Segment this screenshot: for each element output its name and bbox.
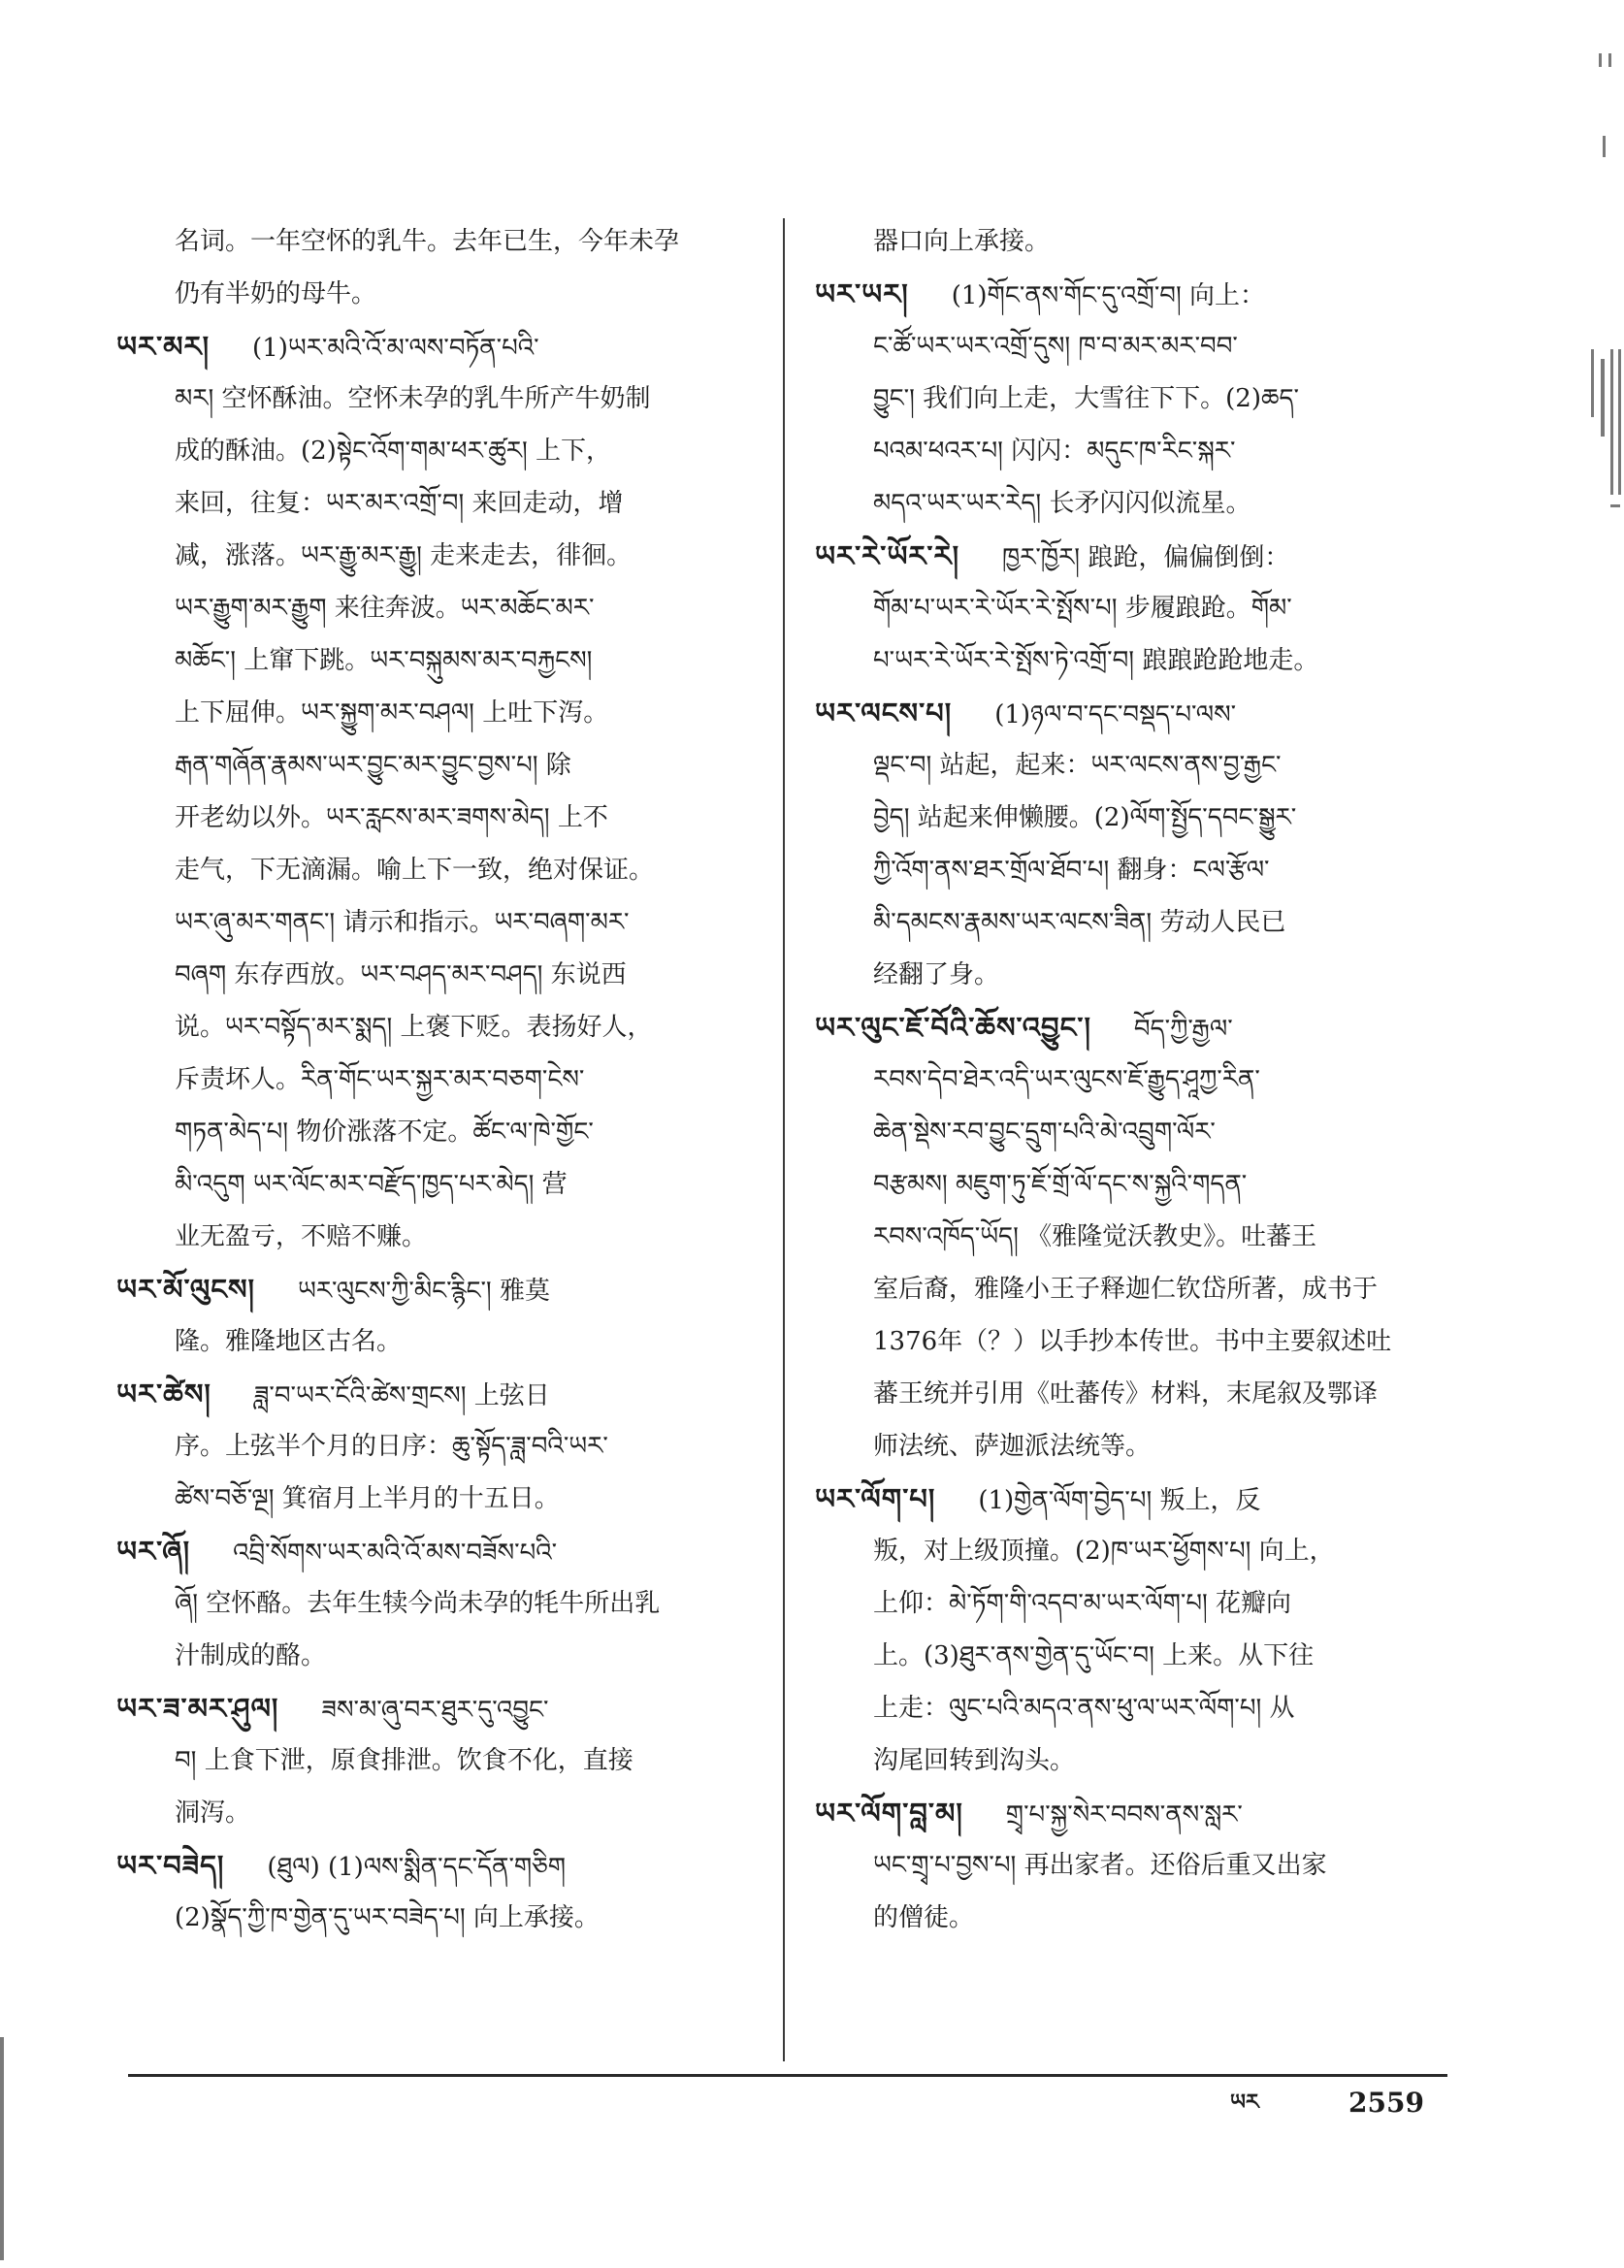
entry-text: 上下屈伸。ཡར་སྐྱུག་མར་བཤལ། 上吐下泻。 <box>175 698 609 728</box>
entry-text: 1376年（？）以手抄本传世。书中主要叙述吐 <box>873 1327 1392 1356</box>
entry-text: མདའ་ཡར་ཡར་རེད། 长矛闪闪似流星。 <box>873 489 1251 518</box>
entry-text: ཚེས་བཅོ་ལྔ། 箕宿月上半月的十五日。 <box>175 1484 560 1513</box>
entry-text: 说。ཡར་བསྟོད་མར་སྨད། 上褒下贬。表扬好人， <box>175 1013 653 1042</box>
entry-text: འབྲི་སོགས་ཡར་མའི་འོ་མས་བཟོས་པའི་ <box>233 1539 558 1568</box>
entry-first-line <box>116 1682 757 1734</box>
entry-text: 沟尾回转到沟头。 <box>873 1746 1076 1775</box>
entry-text: ཞོ། 空怀酪。去年生犊今尚未孕的牦牛所出乳 <box>175 1589 661 1618</box>
entry-text: 走气，下无滴漏。喻上下一致，绝对保证。 <box>175 856 655 885</box>
entry-text: མི་འདུག ཡར་ལོང་མར་བརྫོད་ཁྱད་པར་མེད། 营 <box>175 1170 568 1199</box>
column-divider <box>783 218 785 2061</box>
scan-mark <box>1601 359 1605 437</box>
entry-line <box>815 1263 1455 1315</box>
entry-text: ཆེན་སྡེས་རབ་བྱུང་དྲུག་པའི་མེ་འབྲུག་ལོར་ <box>873 1118 1216 1147</box>
entry-headword: ཡར་ཡར། <box>815 277 909 310</box>
entry-text: རབས་འཁོད་ཡོད། 《雅隆觉沃教史》。吐蕃王 <box>873 1222 1317 1251</box>
entry-line <box>116 1158 757 1211</box>
entry-line <box>815 215 1455 268</box>
entry-line <box>116 477 757 530</box>
entry-line <box>815 1420 1455 1473</box>
entry-text: (1)ཡར་མའི་འོ་མ་ལས་བཏོན་པའི་ <box>252 334 539 363</box>
entry-headword: ཡར་ཟ་མར་ཤུལ། <box>116 1692 279 1725</box>
entry-text: རྒན་གཞོན་རྣམས་ཡར་བྱུང་མར་བྱུང་བྱས་པ། 除 <box>175 751 571 780</box>
entry-text: 开老幼以外。ཡར་རླངས་མར་ཟགས་མེད། 上不 <box>175 803 608 832</box>
entry-line <box>116 844 757 896</box>
entry-text: (2)སྣོད་ཀྱི་ཁ་གྱེན་དུ་ཡར་བཟེད་པ། 向上承接。 <box>175 1903 600 1932</box>
entry-text: གོམ་པ་ཡར་རེ་ཡོར་རེ་སྤོས་པ། 步履踉跄。གོམ་ <box>873 594 1292 623</box>
entry-line <box>116 687 757 739</box>
entry-text: 隆。雅隆地区古名。 <box>175 1327 403 1356</box>
entry-headword: ཡར་རེ་ཡོར་རེ། <box>815 539 960 572</box>
entry-line <box>815 477 1455 530</box>
entry-headword: ཡར་ལོག་པ། <box>815 1482 936 1515</box>
entry-headword: ཡར་ཞོ། <box>116 1535 191 1568</box>
entry-text: བྱེད། 站起来伸懒腰。(2)ལོག་སྤྱོད་དབང་སྒྱུར་ <box>873 803 1297 832</box>
entry-text: ཁྱར་ཁྱོར། 踉跄，偏偏倒倒： <box>1002 543 1290 572</box>
entry-line <box>116 1473 757 1525</box>
entry-text: 序。上弦半个月的日序：ཆུ་སྟོད་ཟླ་བའི་ཡར་ <box>175 1432 608 1461</box>
entry-text: 洞泻。 <box>175 1798 251 1828</box>
entry-line <box>815 1892 1455 1944</box>
entry-line <box>116 739 757 792</box>
entry-line <box>815 634 1455 687</box>
entry-first-line <box>116 1525 757 1577</box>
entry-text: 蕃王统并引用《吐蕃传》材料，末尾叙及鄂译 <box>873 1379 1379 1409</box>
entry-headword: ཡར་མོ་ལུངས། <box>116 1273 255 1306</box>
entry-line <box>815 1053 1455 1106</box>
scan-mark <box>0 2037 4 2260</box>
scan-mark <box>1603 136 1606 157</box>
entry-text: 斥责坏人。རིན་གོང་ཡར་སྐྱར་མར་བཅག་ངེས་ <box>175 1065 585 1094</box>
entry-line <box>815 373 1455 425</box>
entry-line <box>815 320 1455 373</box>
entry-text: བྱུང་། 我们向上走，大雪往下下。(2)ཆད་ <box>873 384 1300 413</box>
entry-text: པའམ་ཕའར་པ། 闪闪：མདུང་ཁ་རིང་སྐར་ <box>873 437 1236 466</box>
entry-headword: ཡར་ལོག་བླ་མ། <box>815 1797 963 1830</box>
entry-text: (1)གྱེན་ལོག་བྱེད་པ། 叛上，反 <box>978 1486 1261 1515</box>
entry-line <box>815 896 1455 949</box>
entry-line <box>815 1630 1455 1682</box>
page-number: 2559 <box>1348 2087 1424 2119</box>
entry-line <box>815 1839 1455 1892</box>
scan-mark <box>1599 53 1602 67</box>
entry-first-line <box>815 1001 1455 1053</box>
entry-text: 成的酥油。(2)སྟེང་འོག་གམ་ཕར་ཚུར། 上下， <box>175 437 611 466</box>
entry-text: བརྩམས། མཇུག་ཏུ་ཇོ་གྲོ་ལོ་དང་ས་སྐྱའི་གདན་ <box>873 1170 1248 1199</box>
scan-mark <box>1610 504 1620 507</box>
entry-text: 上仰：མེ་ཏོག་གི་འདབ་མ་ཡར་ལོག་པ། 花瓣向 <box>873 1589 1292 1618</box>
running-head-word: ཡར <box>1230 2090 1259 2115</box>
entry-line <box>815 739 1455 792</box>
entry-line <box>116 1577 757 1630</box>
entry-first-line <box>116 320 757 373</box>
entry-line <box>116 1734 757 1787</box>
scan-mark <box>1610 349 1613 495</box>
entry-headword: ཡར་ལུང་ཇོ་བོའི་ཆོས་འབྱུང་། <box>815 1011 1091 1044</box>
entry-headword: ཡར་མར། <box>116 330 211 363</box>
entry-text: ལྡང་བ། 站起，起来：ཡར་ལངས་ནས་བྱ་རྒྱང་ <box>873 751 1282 780</box>
entry-line <box>815 1734 1455 1787</box>
entry-first-line <box>815 268 1455 320</box>
scan-mark <box>1591 349 1594 417</box>
entry-text: མི་དམངས་རྣམས་ཡར་ལངས་ཟིན། 劳动人民已 <box>873 908 1286 937</box>
scan-mark <box>1618 349 1621 495</box>
entry-line <box>116 1892 757 1944</box>
entry-first-line <box>815 687 1455 739</box>
entry-line <box>815 1577 1455 1630</box>
right-column <box>815 215 1455 2058</box>
entry-line <box>116 792 757 844</box>
entry-line <box>116 1001 757 1053</box>
entry-line <box>116 268 757 320</box>
entry-line <box>815 844 1455 896</box>
entry-line <box>116 1630 757 1682</box>
entry-text: 经翻了身。 <box>873 960 1000 989</box>
entry-text: 减，涨落。ཡར་རྒྱུ་མར་རྒྱུ། 走来走去，徘徊。 <box>175 541 633 570</box>
entry-line <box>815 1682 1455 1734</box>
entry-headword: ཡར་ཚེས། <box>116 1377 211 1410</box>
scan-mark <box>1608 53 1611 67</box>
entry-text: ཡར་རྒྱུག་མར་རྒྱུག 来往奔波。ཡར་མཆོང་མར་ <box>175 594 595 623</box>
entry-text: 名词。一年空怀的乳牛。去年已生，今年未孕 <box>175 227 680 256</box>
entry-text: 器口向上承接。 <box>873 227 1051 256</box>
entry-line <box>815 1525 1455 1577</box>
entry-text: གྲྭ་པ་སྐྱ་སེར་བབས་ནས་སླར་ <box>1005 1800 1243 1830</box>
entry-text: ང་ཚོ་ཡར་ཡར་འགྲོ་དུས། ཁ་བ་མར་མར་བབ་ <box>873 332 1238 361</box>
entry-line <box>815 1211 1455 1263</box>
entry-line <box>116 1315 757 1368</box>
entry-text: (1)གོང་ནས་གོང་དུ་འགྲོ་བ། 向上： <box>951 281 1266 310</box>
entry-line <box>815 792 1455 844</box>
entry-text: 来回，往复：ཡར་མར་འགྲོ་བ། 来回走动，增 <box>175 489 624 518</box>
entry-line <box>116 373 757 425</box>
entry-first-line <box>116 1368 757 1420</box>
entry-line <box>116 634 757 687</box>
entry-line <box>116 425 757 477</box>
entry-line <box>116 1787 757 1839</box>
entry-headword: ཡར་བཟེད། <box>116 1849 225 1882</box>
entry-first-line <box>815 530 1455 582</box>
entry-line <box>116 1420 757 1473</box>
entry-line <box>815 1315 1455 1368</box>
entry-text: 上走：ལུང་པའི་མདའ་ནས་ཕུ་ལ་ཡར་ལོག་པ། 从 <box>873 1694 1295 1723</box>
entry-line <box>116 530 757 582</box>
entry-first-line <box>815 1473 1455 1525</box>
entry-line <box>815 425 1455 477</box>
entry-line <box>116 949 757 1001</box>
entry-text: (ཐུལ) (1)ལས་སྨིན་དང་དོན་གཅིག <box>267 1853 567 1882</box>
entry-text: མཆོང་། 上窜下跳。ཡར་བསྐུམས་མར་བརྐྱངས། <box>175 646 593 675</box>
entry-line <box>116 1053 757 1106</box>
entry-text: ཡང་གྲྭ་པ་བྱས་པ། 再出家者。还俗后重又出家 <box>873 1851 1327 1880</box>
entry-text: ཡར་ལུངས་ཀྱི་མིང་རྙིང་། 雅莫 <box>297 1277 550 1306</box>
entry-line <box>116 1211 757 1263</box>
entry-line <box>116 215 757 268</box>
entry-text: གཏན་མེད་པ། 物价涨落不定。ཚོང་ལ་ཁེ་གྱོང་ <box>175 1118 594 1147</box>
entry-text: 的僧徒。 <box>873 1903 975 1932</box>
entry-line <box>116 582 757 634</box>
entry-headword: ཡར་ལངས་པ། <box>815 697 953 729</box>
entry-text: ཡར་ཞུ་མར་གནང་། 请示和指示。ཡར་བཞག་མར་ <box>175 908 630 937</box>
entry-line <box>815 1106 1455 1158</box>
entry-first-line <box>116 1263 757 1315</box>
entry-text: 汁制成的酪。 <box>175 1641 327 1670</box>
entry-text: 业无盈亏，不赔不赚。 <box>175 1222 428 1251</box>
entry-text: 室后裔，雅隆小王子释迦仁钦岱所著，成书于 <box>873 1275 1379 1304</box>
entry-text: ཟས་མ་ཞུ་བར་ཐུར་དུ་འབྱུང་ <box>321 1696 549 1725</box>
entry-text: 仍有半奶的母牛。 <box>175 279 377 308</box>
entry-text: 叛，对上级顶撞。(2)ཁ་ཡར་ཕྱོགས་པ། 向上， <box>873 1537 1335 1566</box>
entry-text: མར། 空怀酥油。空怀未孕的乳牛所产牛奶制 <box>175 384 651 413</box>
entry-text: པ་ཡར་རེ་ཡོར་རེ་སྤོས་ཏེ་འགྲོ་བ། 踉踉跄跄地走。 <box>873 646 1319 675</box>
entry-text: 上。(3)ཐུར་ནས་གྱེན་དུ་ཡོང་བ། 上来。从下往 <box>873 1641 1315 1670</box>
entry-text: བཞག 东存西放。ཡར་བཤད་མར་བཤད། 东说西 <box>175 960 627 989</box>
entry-line <box>116 896 757 949</box>
entry-text: ཀྱི་འོག་ནས་ཐར་གྲོལ་ཐོབ་པ། 翻身：ངལ་རྩོལ་ <box>873 856 1270 885</box>
left-column <box>116 215 757 2058</box>
entry-text: བོད་ཀྱི་རྒྱལ་ <box>1133 1015 1233 1044</box>
entry-text: བ། 上食下泄，原食排泄。饮食不化，直接 <box>175 1746 633 1775</box>
entry-line <box>815 1158 1455 1211</box>
entry-line <box>815 1368 1455 1420</box>
footer-rule <box>128 2074 1447 2077</box>
entry-text: རབས་དེབ་ཐེར་འདི་ཡར་ལུངས་ཇོ་རྒྱུད་ཤཱཀྱ་རིན་ <box>873 1065 1260 1094</box>
entry-text: 师法统、萨迦派法统等。 <box>873 1432 1152 1461</box>
entry-line <box>116 1106 757 1158</box>
entry-line <box>815 582 1455 634</box>
entry-line <box>815 949 1455 1001</box>
entry-first-line <box>116 1839 757 1892</box>
entry-text: (1)ཉལ་བ་དང་བསྡད་པ་ལས་ <box>994 700 1237 729</box>
entry-text: ཟླ་བ་ཡར་ངོའི་ཚེས་གྲངས། 上弦日 <box>253 1381 550 1410</box>
entry-first-line <box>815 1787 1455 1839</box>
